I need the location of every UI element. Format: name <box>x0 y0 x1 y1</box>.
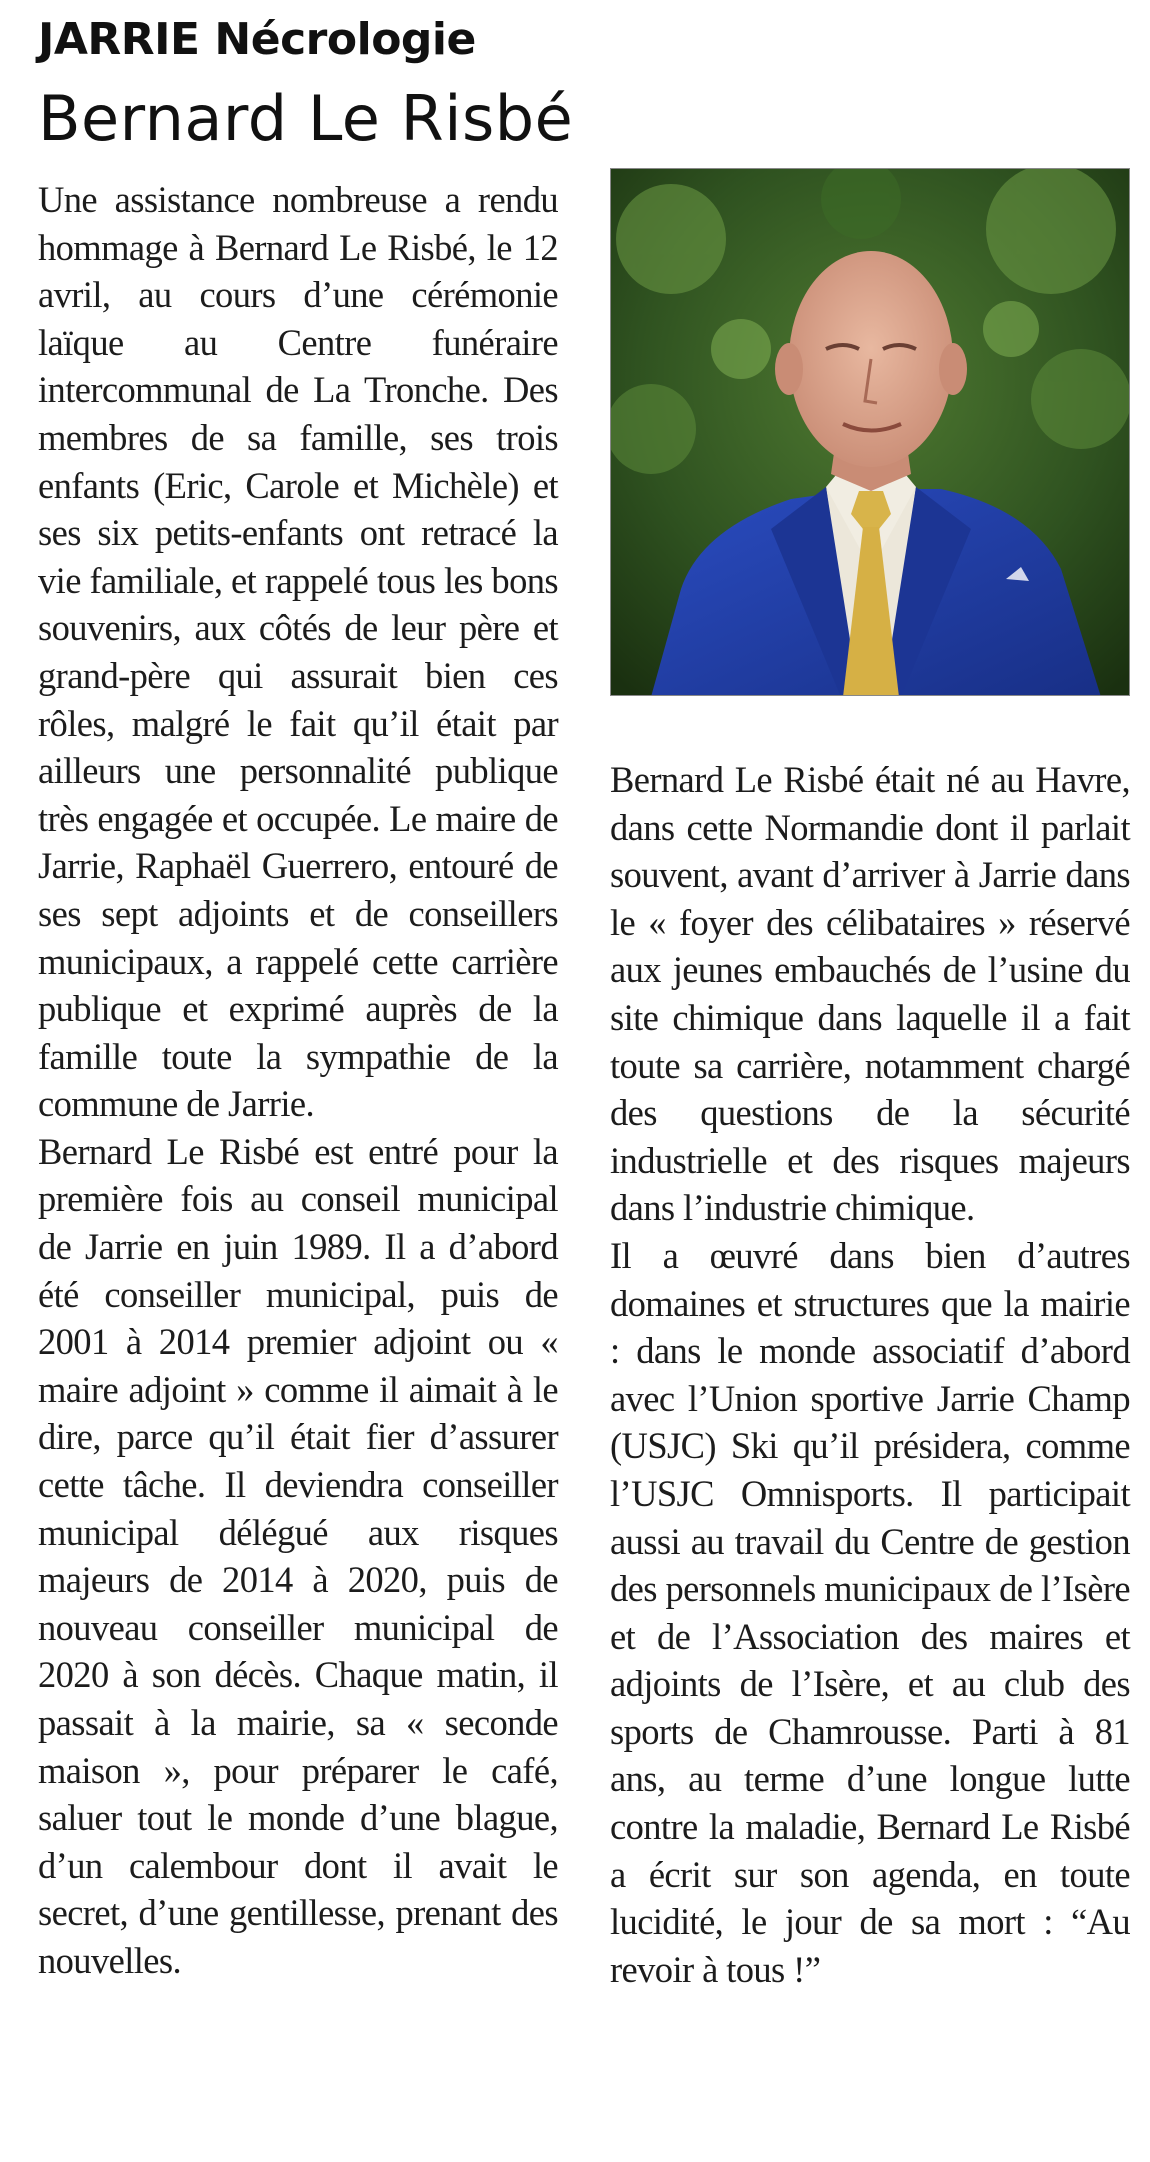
article-kicker: JARRIE Nécrologie <box>38 14 476 65</box>
paragraph-3: Bernard Le Risbé était né au Havre, dans cette Normandie dont il parlait souvent, avant d’arriver à Jarrie dans le « foyer des célibataires » réservé aux jeunes embauchés de l’usine du site chimique dans laquelle il a fait toute sa carrière, notamment chargé des questions de la sécurité industrielle et des risques majeurs dans l’industrie chimique. <box>610 759 1130 1229</box>
text-column-right <box>610 756 1130 1993</box>
article-headline: Bernard Le Risbé <box>38 82 574 155</box>
text-column-left <box>38 176 558 1985</box>
paragraph-4: Il a œuvré dans bien d’autres domaines et structures que la mairie : dans le monde associatif d’abord avec l’Union sportive Jarrie Champ (USJC) Ski qu’il présidera, comme l’USJC Omnisports. Il participait aussi au travail du Centre de gestion des personnels municipaux de l’Isère et de l’Association des maires et adjoints de l’Isère, et au club des sports de Chamrousse. Parti à 81 ans, au terme d’une longue lutte contre la maladie, Bernard Le Risbé a écrit sur son agenda, en toute lucidité, le jour de sa mort : “Au revoir à tous !” <box>610 1234 1130 1990</box>
portrait-photo <box>610 168 1130 696</box>
paragraph-2: Bernard Le Risbé est entré pour la première fois au conseil municipal de Jarrie en juin 1989. Il a d’abord été conseiller municipal, puis de 2001 à 2014 premier adjoint ou « maire adjoint » comme il aimait à le dire, parce qu’il était fier d’assurer cette tâche. Il deviendra conseiller municipal délégué aux risques majeurs de 2014 à 2020, puis de nouveau conseiller municipal de 2020 à son décès. Chaque matin, il passait à la mairie, sa « seconde maison », pour préparer le café, saluer tout le monde d’une blague, d’un calembour dont il avait le secret, d’une gentillesse, prenant des nouvelles. <box>38 1130 558 1981</box>
paragraph-1: Une assistance nombreuse a rendu hommage à Bernard Le Risbé, le 12 avril, au cours d’une cérémonie laïque au Centre funéraire intercommunal de La Tronche. Des membres de sa famille, ses trois enfants (Eric, Carole et Michèle) et ses six petits-enfants ont retracé la vie familiale, et rappelé tous les bons souvenirs, aux côtés de leur père et grand-père qui assurait bien ces rôles, malgré le fait qu’il était par ailleurs une personnalité publique très engagée et occupée. Le maire de Jarrie, Raphaël Guerrero, entouré de ses sept adjoints et de conseillers municipaux, a rappelé cette carrière publique et exprimé auprès de la famille toute la sympathie de la commune de Jarrie. <box>38 179 558 1125</box>
